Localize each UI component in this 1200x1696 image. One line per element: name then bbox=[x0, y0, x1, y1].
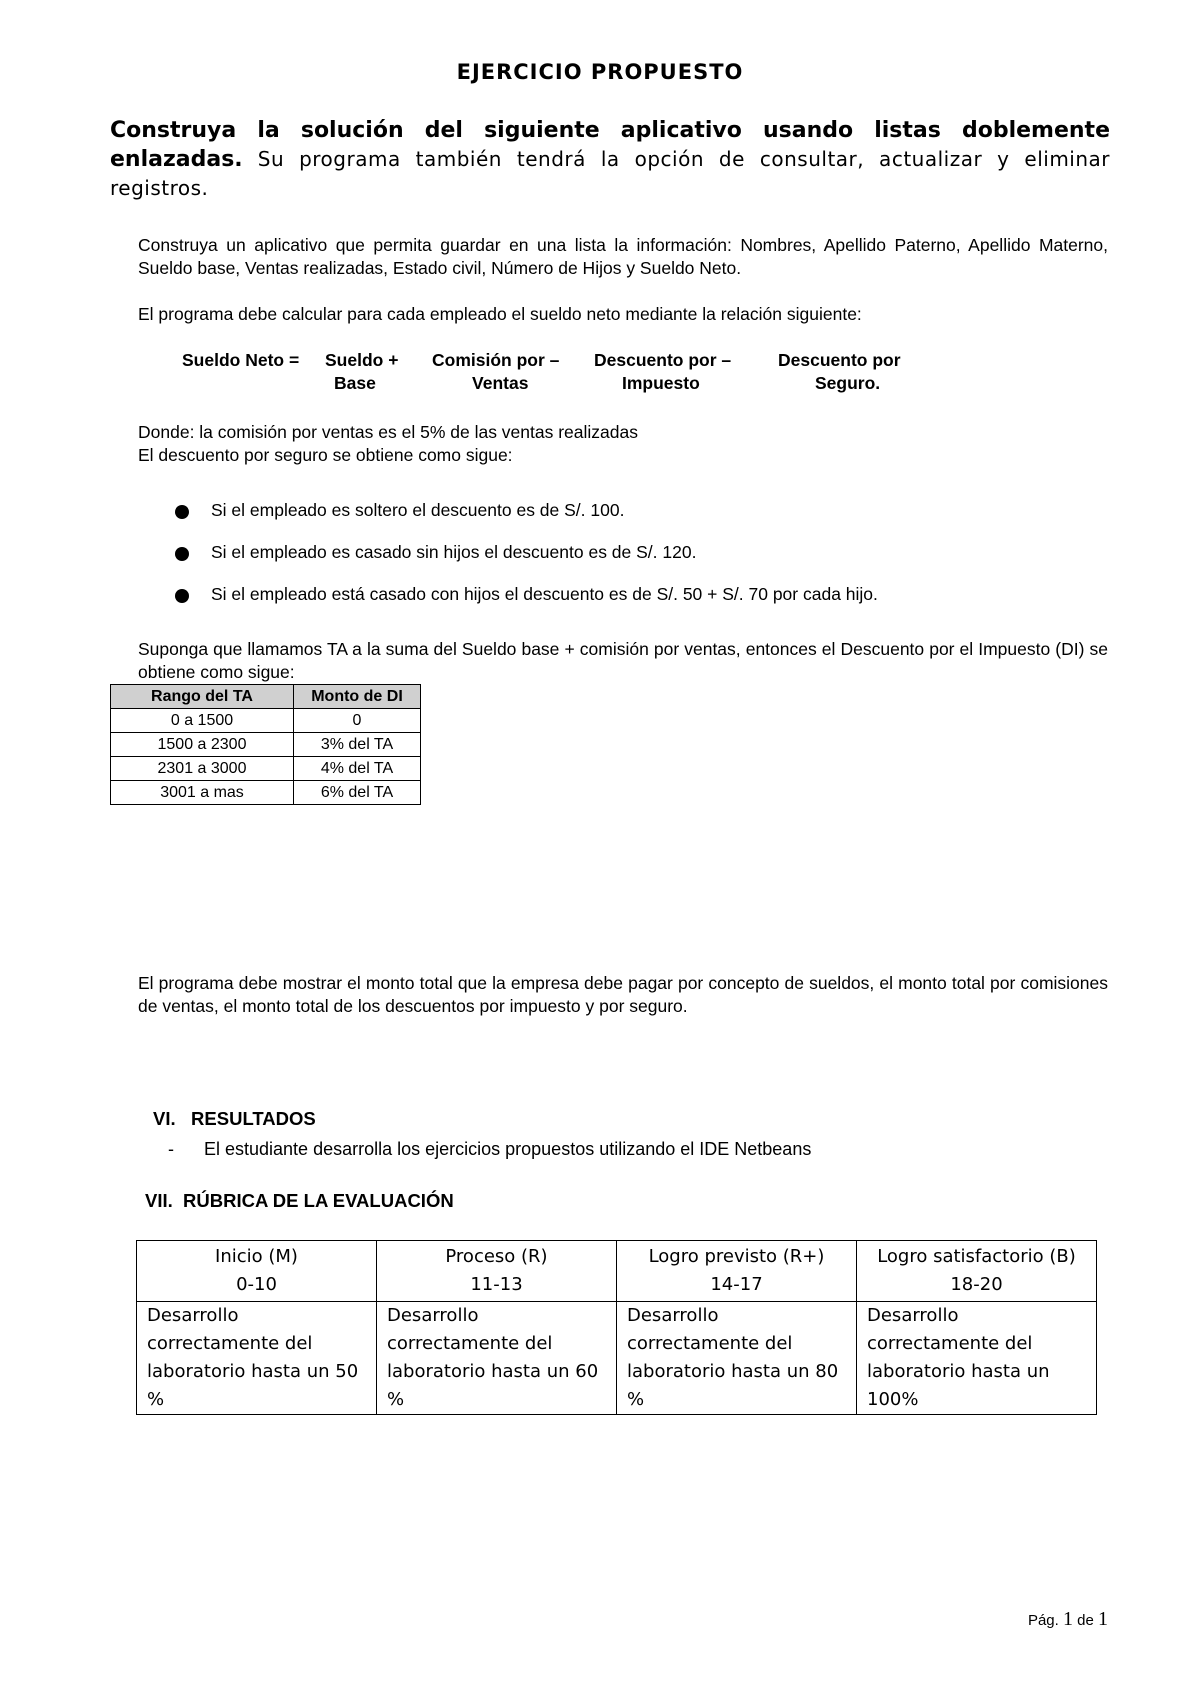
header-cell: Logro satisfactorio (B) 18-20 bbox=[857, 1241, 1097, 1302]
current-page: 1 bbox=[1062, 1608, 1073, 1630]
formula-term2-top: Comisión por – bbox=[432, 350, 560, 370]
bullet-icon bbox=[175, 547, 189, 561]
formula-term1-bottom: Base bbox=[334, 373, 376, 393]
table-cell: Desarrollo correctamente del laboratorio hasta un 50 % bbox=[137, 1302, 377, 1415]
intro-regular-text: Su programa también tendrá la opción de consultar, actualizar y eliminar registros. bbox=[110, 147, 1111, 200]
header-cell: Inicio (M) 0-10 bbox=[137, 1241, 377, 1302]
formula-term3-top: Descuento por – bbox=[594, 350, 732, 370]
table-row bbox=[137, 1302, 1097, 1415]
table-cell: 4% del TA bbox=[294, 757, 421, 781]
insurance-bullet-list: Si el empleado es soltero el descuento es de S/. 100. Si el empleado es casado sin hijos el descuento es de S/. 120. Si el empleado está casado con hijos el descuento es de S/. 50 + S/. 70 por cada hijo. bbox=[175, 500, 1075, 610]
tax-range-table bbox=[110, 684, 421, 805]
paragraph-totals: El programa debe mostrar el monto total que la empresa debe pagar por concepto de sueldos, el monto total por comisiones de ventas, el monto total de los descuentos por impuesto y por seguro. bbox=[138, 973, 1108, 1016]
section-results-heading bbox=[153, 1108, 316, 1130]
commission-line: Donde: la comisión por ventas es el 5% de las ventas realizadas bbox=[138, 422, 638, 442]
page-number bbox=[1028, 1608, 1108, 1631]
formula-term4-bottom: Seguro. bbox=[815, 373, 881, 393]
header-cell: Logro previsto (R+) 14-17 bbox=[617, 1241, 857, 1302]
formula-lhs: Sueldo Neto = bbox=[182, 350, 300, 370]
table-row bbox=[111, 709, 421, 733]
table-header-row bbox=[111, 685, 421, 709]
dash-marker: - bbox=[168, 1139, 174, 1159]
table-header-row bbox=[137, 1241, 1097, 1302]
table-cell: Desarrollo correctamente del laboratorio hasta un 100% bbox=[857, 1302, 1097, 1415]
results-item-text: El estudiante desarrolla los ejercicios propuestos utilizando el IDE Netbeans bbox=[204, 1139, 812, 1159]
bullet-icon bbox=[175, 505, 189, 519]
section-rubric-heading bbox=[145, 1190, 454, 1212]
table-cell: Desarrollo correctamente del laboratorio hasta un 80 % bbox=[617, 1302, 857, 1415]
section-title: RÚBRICA DE LA EVALUACIÓN bbox=[183, 1190, 454, 1211]
section-number: VI. bbox=[153, 1108, 176, 1129]
table-cell: 0 bbox=[294, 709, 421, 733]
formula-term4-top: Descuento por bbox=[778, 350, 901, 370]
page-of: de bbox=[1077, 1612, 1094, 1629]
header-cell: Proceso (R) 11-13 bbox=[377, 1241, 617, 1302]
table-cell: 6% del TA bbox=[294, 781, 421, 805]
table-cell: 3001 a mas bbox=[111, 781, 294, 805]
paragraph-commission bbox=[138, 421, 1108, 467]
table-cell: 0 a 1500 bbox=[111, 709, 294, 733]
formula-term3-bottom: Impuesto bbox=[622, 373, 700, 393]
table-row bbox=[111, 757, 421, 781]
section-title: RESULTADOS bbox=[191, 1108, 316, 1129]
paragraph-tax: Suponga que llamamos TA a la suma del Sueldo base + comisión por ventas, entonces el Descuento por el Impuesto (DI) se obtiene como sigue: bbox=[138, 639, 1108, 682]
insurance-line: El descuento por seguro se obtiene como sigue: bbox=[138, 445, 513, 465]
table-row bbox=[111, 781, 421, 805]
intro-bold-text: Construya la solución del siguiente aplicativo usando listas doblemente enlazadas. bbox=[110, 118, 1110, 172]
section-number: VII. bbox=[145, 1190, 173, 1211]
header-cell: Rango del TA bbox=[111, 685, 294, 709]
paragraph-calculation: El programa debe calcular para cada empleado el sueldo neto mediante la relación siguiente: bbox=[138, 304, 862, 324]
total-pages: 1 bbox=[1098, 1608, 1108, 1630]
page-prefix: Pág. bbox=[1027, 1612, 1059, 1629]
table-row bbox=[111, 733, 421, 757]
bullet-icon bbox=[175, 589, 189, 603]
document-title: EJERCICIO PROPUESTO bbox=[456, 60, 744, 84]
formula bbox=[182, 349, 942, 399]
table-cell: Desarrollo correctamente del laboratorio hasta un 60 % bbox=[377, 1302, 617, 1415]
formula-term1-top: Sueldo + bbox=[325, 350, 399, 370]
intro-paragraph bbox=[110, 116, 1110, 203]
table-cell: 1500 a 2300 bbox=[111, 733, 294, 757]
table-cell: 3% del TA bbox=[294, 733, 421, 757]
header-cell: Monto de DI bbox=[294, 685, 421, 709]
paragraph-fields: Construya un aplicativo que permita guardar en una lista la información: Nombres, Apellido Paterno, Apellido Materno, Sueldo base, Ventas realizadas, Estado civil, Número de Hijos y Sueldo Neto. bbox=[138, 235, 1108, 278]
formula-term2-bottom: Ventas bbox=[472, 373, 529, 393]
results-item bbox=[168, 1139, 1068, 1165]
rubric-table bbox=[136, 1240, 1097, 1415]
table-cell: 2301 a 3000 bbox=[111, 757, 294, 781]
